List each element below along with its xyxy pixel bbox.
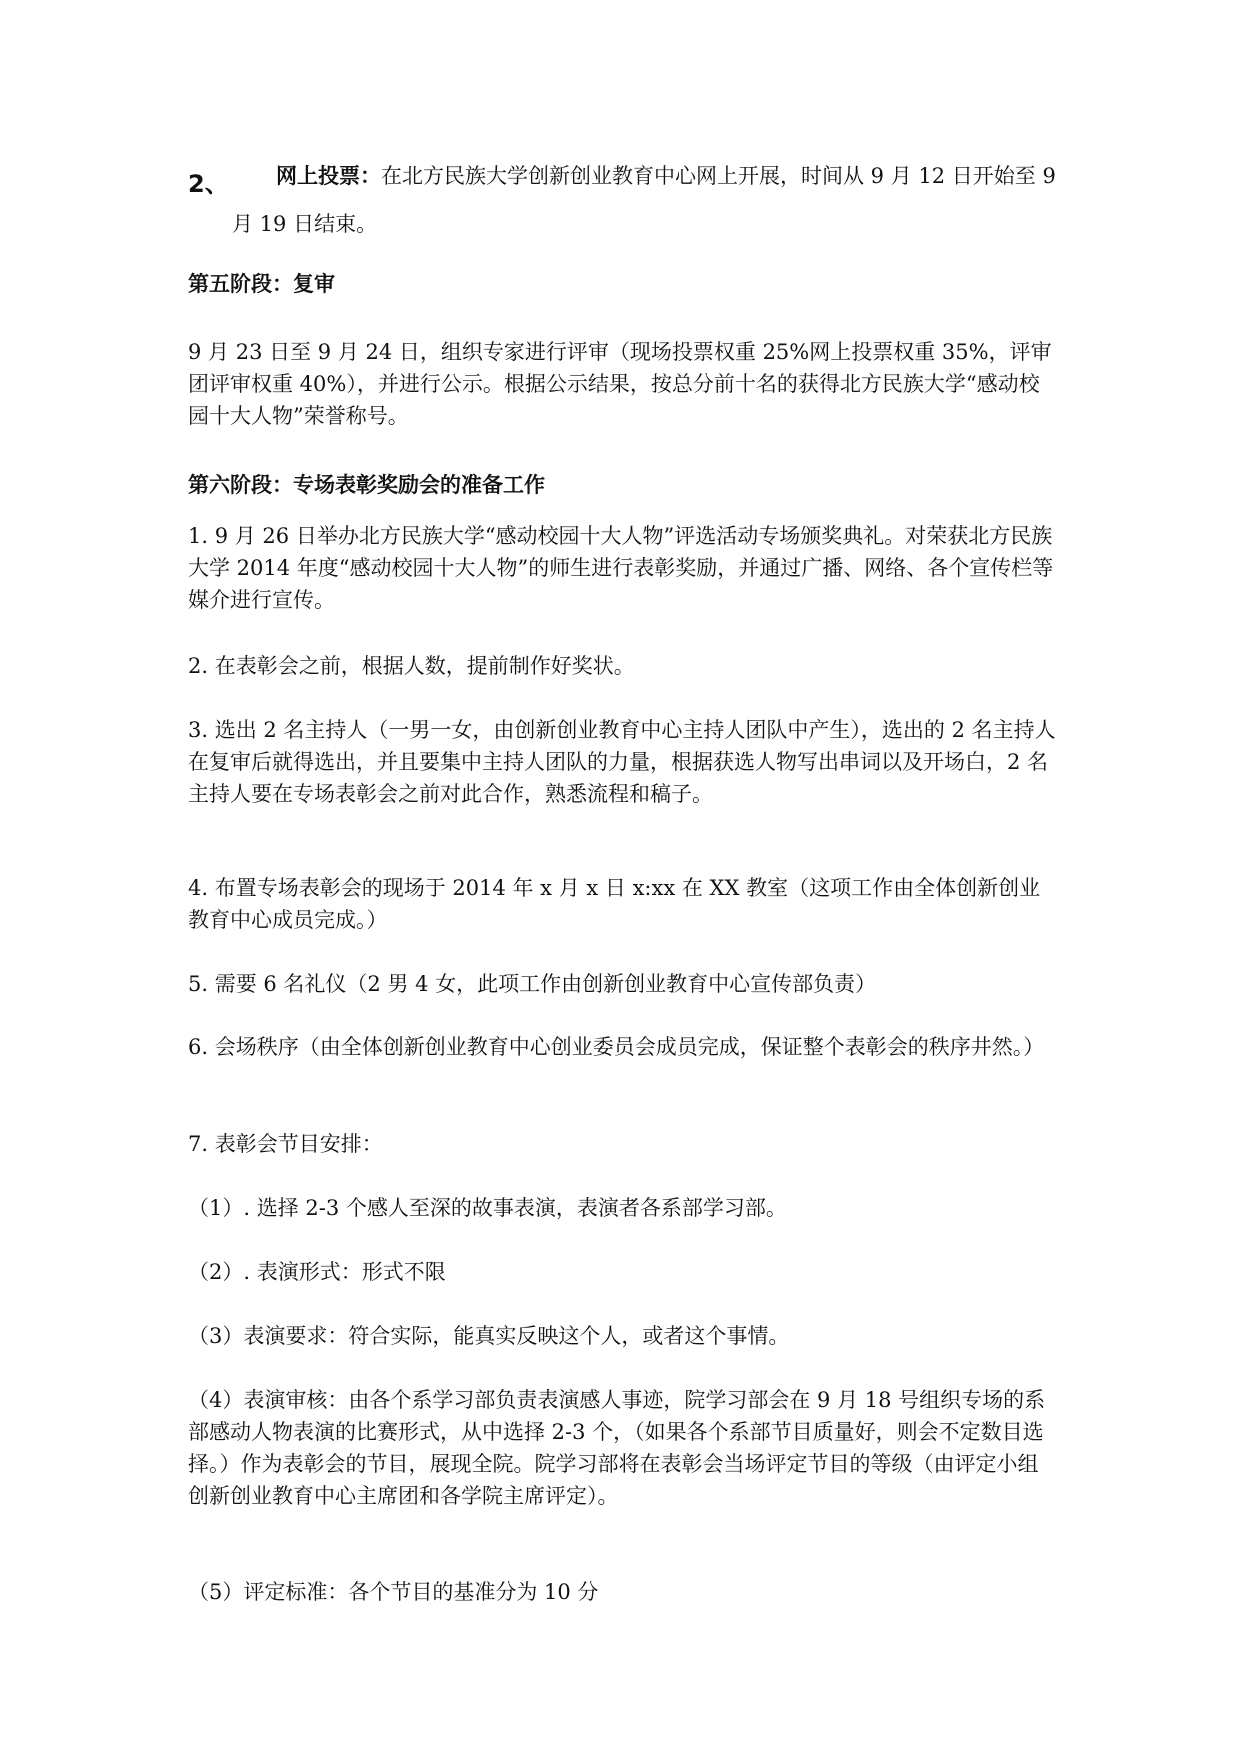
stage6-item-7: 7. 表彰会节目安排：	[188, 1132, 383, 1156]
stage6-item-3: 3. 选出 2 名主持人（一男一女，由创新创业教育中心主持人团队中产生），选出的 2 名主持人在复审后就得选出，并且要集中主持人团队的力量，根据获选人物写出串词以及开场白，2 名主持人要在专场表彰会之前对此合作，熟悉流程和稿子。	[188, 718, 1056, 806]
online-voting-label: 网上投票：	[276, 163, 381, 188]
stage6-item-2: 2. 在表彰会之前，根据人数，提前制作好奖状。	[188, 654, 635, 678]
program-sub-item-2: （2）. 表演形式：形式不限	[188, 1260, 446, 1284]
item-number: 2、	[188, 170, 229, 198]
program-sub-item-3: （3）表演要求：符合实际，能真实反映这个人，或者这个事情。	[188, 1324, 790, 1348]
stage5-heading: 第五阶段：复审	[188, 271, 335, 296]
stage6-heading: 第六阶段：专场表彰奖励会的准备工作	[188, 472, 545, 497]
program-sub-item-4: （4）表演审核：由各个系学习部负责表演感人事迹，院学习部会在 9 月 18 号组织专场的系部感动人物表演的比赛形式，从中选择 2-3 个，（如果各个系部节目质量好，则会不定数目选择。）作为表彰会的节目，展现全院。院学习部将在表彰会当场评定节目的等级（由评定小组创新创业教育中心主席团和各学院主席评定）。	[188, 1388, 1046, 1508]
online-voting-text: 在北方民族大学创新创业教育中心网上开展，时间从 9 月 12 日开始至 9 月 19 日结束。	[232, 164, 1056, 236]
stage5-paragraph: 9 月 23 日至 9 月 24 日，组织专家进行评审（现场投票权重 25%网上投票权重 35%，评审团评审权重 40%），并进行公示。根据公示结果，按总分前十名的获得北方民族大学“感动校园十大人物”荣誉称号。	[188, 340, 1052, 428]
stage6-item-6: 6. 会场秩序（由全体创新创业教育中心创业委员会成员完成，保证整个表彰会的秩序井然。）	[188, 1035, 1045, 1059]
program-sub-item-5: （5）评定标准：各个节目的基准分为 10 分	[188, 1580, 599, 1604]
online-voting-item	[232, 152, 1058, 248]
stage6-item-4: 4. 布置专场表彰会的现场于 2014 年 x 月 x 日 x:xx 在 XX 教室（这项工作由全体创新创业教育中心成员完成。）	[188, 876, 1041, 932]
program-sub-item-1: （1）. 选择 2-3 个感人至深的故事表演，表演者各系部学习部。	[188, 1196, 787, 1220]
stage6-item-5: 5. 需要 6 名礼仪（2 男 4 女，此项工作由创新创业教育中心宣传部负责）	[188, 972, 877, 996]
stage6-item-1: 1. 9 月 26 日举办北方民族大学“感动校园十大人物”评选活动专场颁奖典礼。对荣获北方民族大学 2014 年度“感动校园十大人物”的师生进行表彰奖励，并通过广播、网络、各个宣传栏等媒介进行宣传。	[188, 524, 1054, 612]
